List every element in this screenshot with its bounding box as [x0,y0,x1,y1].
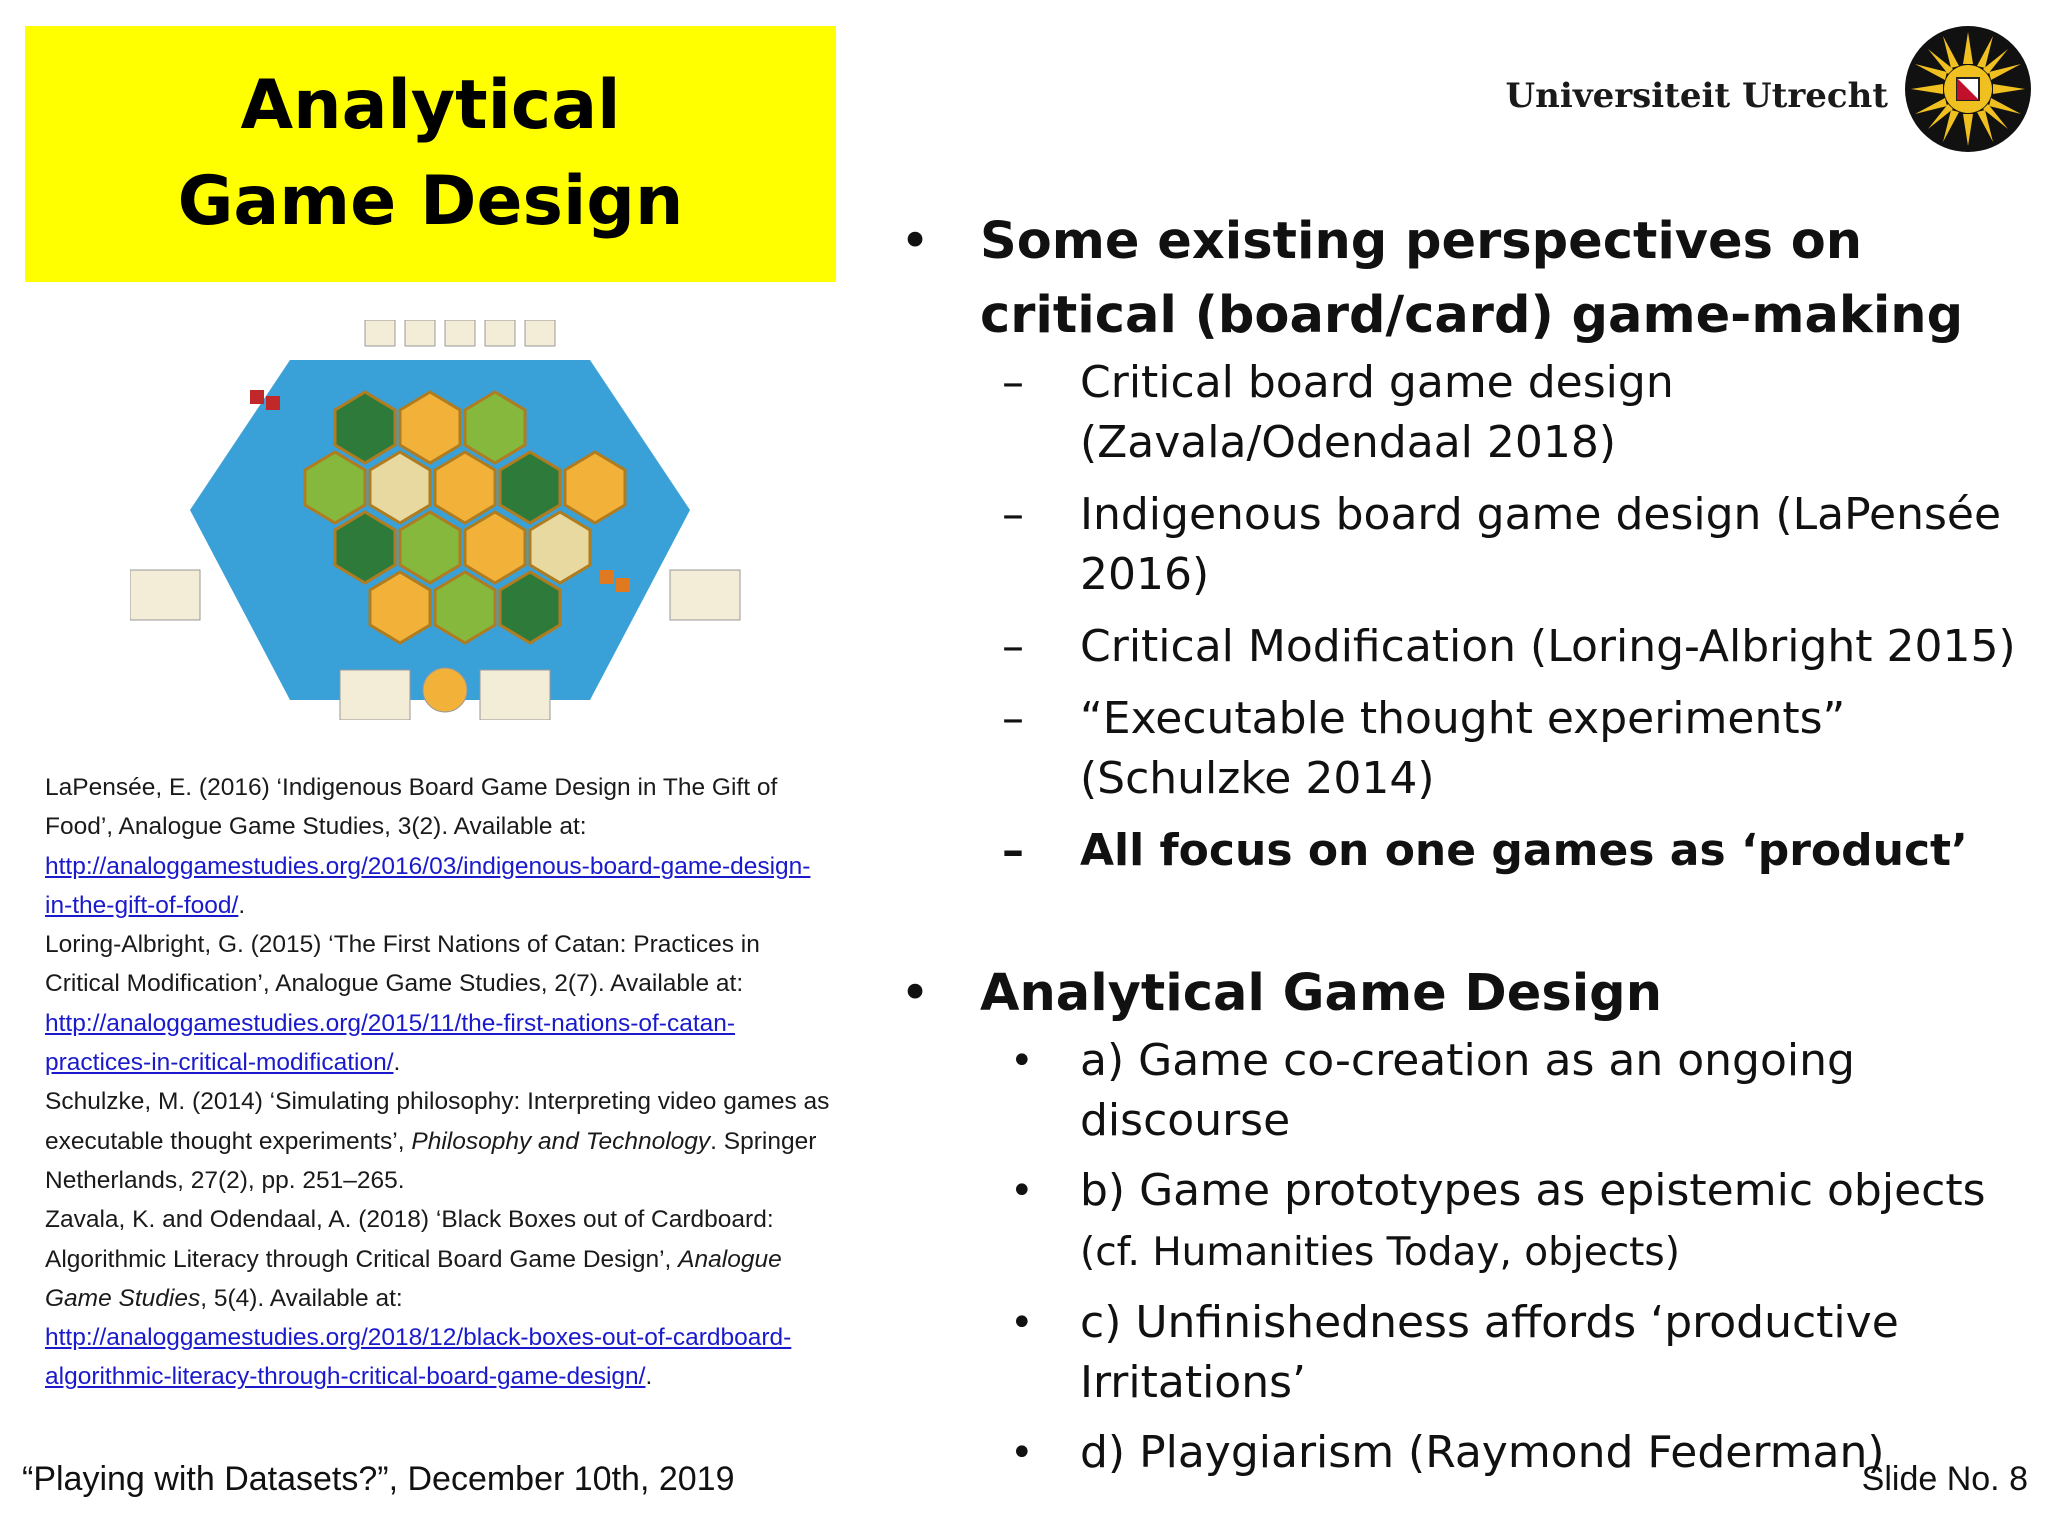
slide-number: Slide No. 8 [1861,1460,2028,1498]
dash-marker: – [1002,693,1024,744]
bullet-marker: • [1010,1168,1034,1214]
sub-item: • a) Game co-creation as an ongoing discourse [880,1031,2030,1151]
sub-item: – Indigenous board game design (LaPensée 2016) [880,485,2030,605]
university-logo [1488,14,2048,194]
bullet-marker: • [1010,1430,1034,1476]
reference-link[interactable]: http://analoggamestudies.org/2015/11/the-first-nations-of-catan-practices-in-critical-modification/ [45,1009,736,1077]
reference-item: Schulzke, M. (2014) ‘Simulating philosophy: Interpreting video games as executable thought experiments’, Philosophy and Technology. Springer Netherlands, 27(2), pp. 251–265. [45,1088,830,1194]
sub-item: – Critical board game design (Zavala/Odendaal 2018) [880,353,2030,473]
sub-item-emphasis: – All focus on one games as ‘product’ [880,821,2030,881]
slide-title-box [25,26,836,282]
sub-item: • d) Playgiarism (Raymond Federman) [880,1423,2030,1483]
sub-item: – “Executable thought experiments” (Schulzke 2014) [880,689,2030,809]
bullet-marker: • [1010,1038,1034,1084]
bullet-marker: • [1010,1300,1034,1346]
bullet-analytical-game-design: • Analytical Game Design [880,957,2030,1031]
reference-item: LaPensée, E. (2016) ‘Indigenous Board Game Design in The Gift of Food’, Analogue Game Studies, 3(2). Available at: http://analoggamestudies.org/2016/03/indigenous-board-game-design-in-the-gift-of-food/. [45,774,811,919]
dash-marker: – [1002,621,1024,672]
reference-link[interactable]: http://analoggamestudies.org/2018/12/black-boxes-out-of-cardboard-algorithmic-literacy-through-critical-board-game-design/ [45,1324,792,1391]
footer-event: “Playing with Datasets?”, December 10th, 2019 [22,1460,735,1498]
logo-text: Universiteit Utrecht [1505,76,1888,116]
bullet-marker: • [900,964,931,1023]
dash-marker: – [1002,357,1024,408]
reference-link[interactable]: http://analoggamestudies.org/2016/03/indigenous-board-game-design-in-the-gift-of-food/ [45,852,811,919]
bullet-marker: • [900,212,931,271]
board-game-image [130,320,750,720]
university-seal-icon [1903,24,2033,154]
dash-marker: – [1002,489,1024,540]
reference-item: Loring-Albright, G. (2015) ‘The First Nations of Catan: Practices in Critical Modification’, Analogue Game Studies, 2(7). Available at: http://analoggamestudies.org/2015/11/the-first-nations-of-catan-practices-in-critical-modification/. [45,931,760,1077]
bullet-perspectives: • Some existing perspectives on critical (board/card) game-making [880,205,2030,353]
sub-item: • c) Unfinishedness affords ‘productive Irritations’ [880,1293,2030,1413]
reference-item: Zavala, K. and Odendaal, A. (2018) ‘Black Boxes out of Cardboard: Algorithmic Literacy through Critical Board Game Design’, Analogue Game Studies, 5(4). Available at: http://analoggamestudies.org/2018/12/black-boxes-out-of-cardboard-algorithmic-literacy-through-critical-board-game-design/. [45,1206,792,1391]
main-content [880,205,2030,1483]
dash-marker: – [1002,825,1024,876]
references [45,768,835,1397]
slide-title: Analytical Game Design [177,66,684,241]
sub-item: – Critical Modification (Loring-Albright 2015) [880,617,2030,677]
sub-item: • b) Game prototypes as epistemic objects (cf. Humanities Today, objects) [880,1161,2030,1283]
